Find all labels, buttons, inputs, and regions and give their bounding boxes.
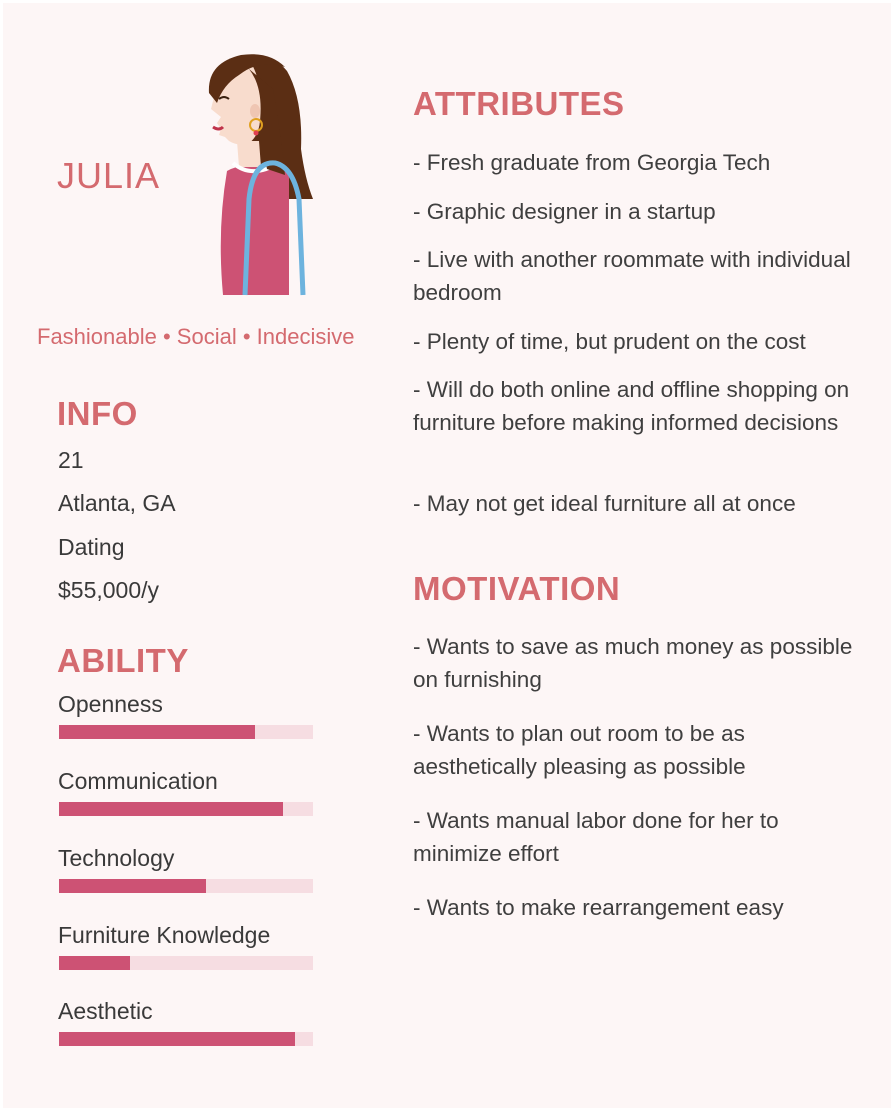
ability-bar-fill [59,956,130,970]
attribute-item: - Live with another roommate with individual bedroom [413,247,851,305]
ability-bar-communication [59,802,313,816]
motivation-item: - Wants manual labor done for her to minimize effort [413,808,779,866]
ability-title: ABILITY [57,642,189,679]
motivation-item: - Wants to make rearrangement easy [413,895,784,920]
ability-bar-fill [59,1032,295,1046]
attribute-item: - Plenty of time, but prudent on the cost [413,329,806,354]
attribute-item: - Graphic designer in a startup [413,199,716,224]
attribute-item: - Fresh graduate from Georgia Tech [413,150,771,175]
attribute-item: - May not get ideal furniture all at once [413,491,796,516]
persona-portrait-illustration [189,49,319,299]
attribute-item: - Will do both online and offline shopping on furniture before making informed decisions [413,377,850,435]
ability-bar-aesthetic [59,1032,313,1046]
ability-bar-fill [59,879,206,893]
persona-tagline: Fashionable • Social • Indecisive [37,324,355,349]
ability-bar-technology [59,879,313,893]
ability-bar-openness [59,725,313,739]
motivation-item: - Wants to plan out room to be as aesthetically pleasing as possible [413,721,746,779]
info-title: INFO [57,395,138,432]
info-relationship: Dating [58,534,125,560]
ability-bar-fill [59,725,255,739]
info-age: 21 [58,447,84,473]
attributes-title: ATTRIBUTES [413,85,625,122]
ability-label-communication: Communication [58,768,218,794]
ability-label-furniture-knowledge: Furniture Knowledge [58,922,271,948]
motivation-item: - Wants to save as much money as possible on furnishing [413,634,853,692]
ability-bar-furniture-knowledge [59,956,313,970]
persona-name: JULIA [57,155,161,196]
ability-label-openness: Openness [58,691,163,717]
ability-bar-fill [59,802,283,816]
persona-card [3,3,891,1108]
motivation-title: MOTIVATION [413,570,621,607]
info-income: $55,000/y [58,577,160,603]
ability-label-technology: Technology [58,845,175,871]
info-location: Atlanta, GA [58,490,176,516]
ability-label-aesthetic: Aesthetic [58,998,153,1024]
